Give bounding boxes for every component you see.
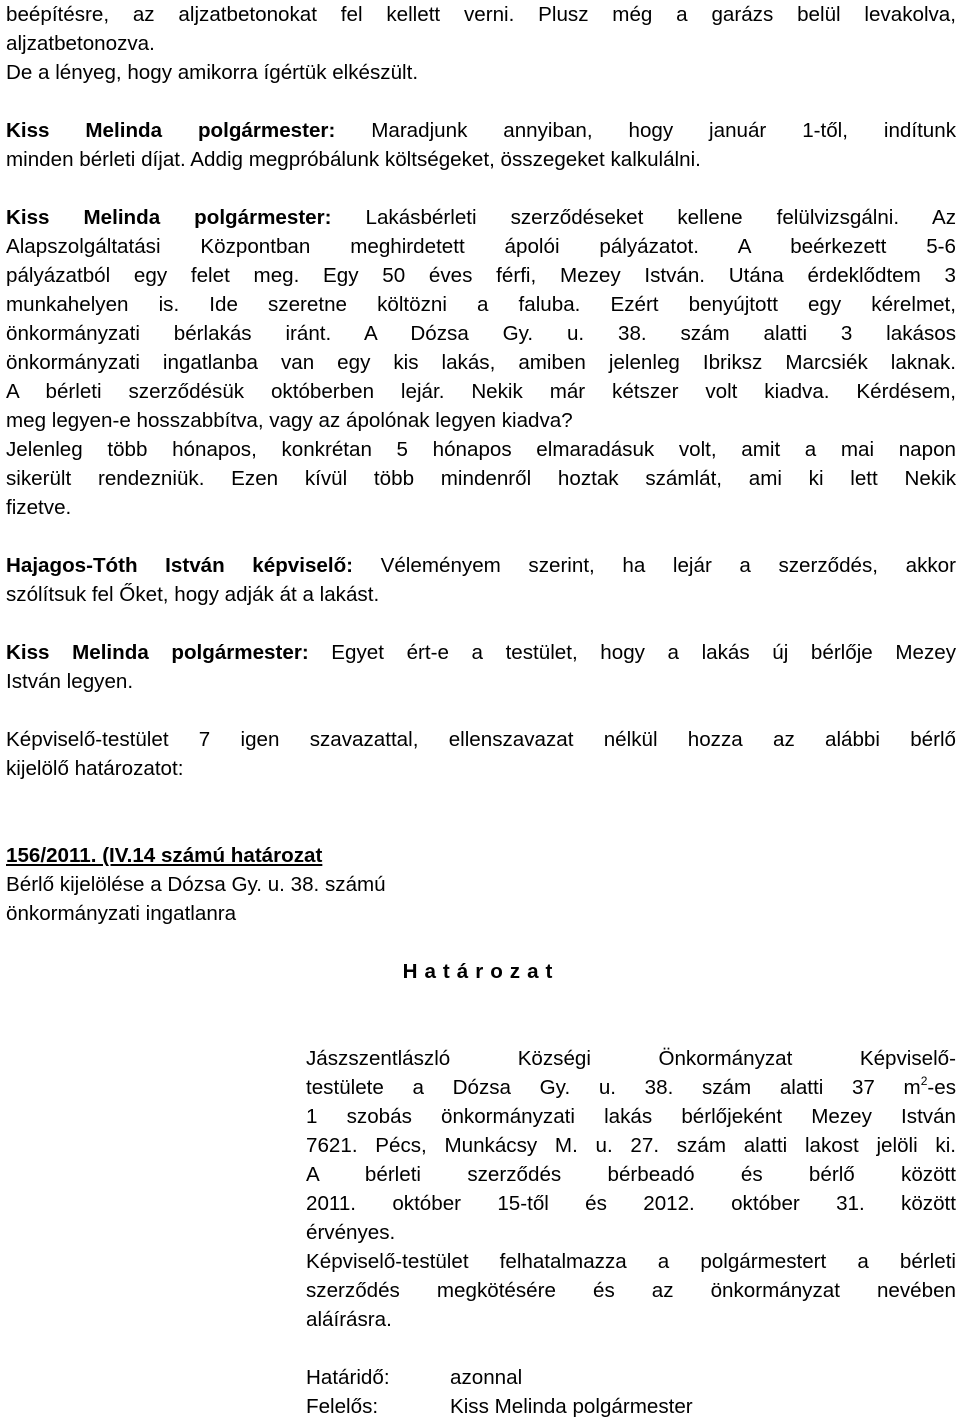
text-line: pályázatból egy felet meg. Egy 50 éves férfi, Mezey István. Utána érdeklődtem 3	[6, 264, 956, 287]
text-line: Alapszolgáltatási Központban meghirdetett ápolói pályázatot. A beérkezett 5-6	[6, 235, 956, 258]
text-line: Képviselő-testület felhatalmazza a polgármestert a bérleti	[306, 1250, 956, 1273]
resolution-heading: Határozat	[402, 960, 560, 983]
document-page	[6, 0, 956, 1421]
text-line: Kiss Melinda polgármester: Maradjunk annyiban, hogy január 1-től, indítunk	[6, 119, 957, 142]
text-line: sikerült rendezniük. Ezen kívül több mindenről hoztak számlát, ami ki lett Nekik	[6, 467, 956, 490]
text-line: István legyen.	[6, 670, 134, 693]
text-line: kijelölő határozatot:	[6, 757, 184, 780]
paragraph-mayor-rent	[6, 116, 956, 174]
text-line: testülete a Dózsa Gy. u. 38. szám alatti 37 $m^2-es$	[306, 1074, 956, 1099]
text-line: aláírásra.	[306, 1308, 392, 1331]
text-line: Jászszentlászló Községi Önkormányzat Képviselő-	[306, 1047, 956, 1070]
paragraph-mayor-question	[6, 638, 956, 696]
text-line: Kiss Melinda polgármester: Egyet ért-e a testület, hogy a lakás új bérlője Mezey	[6, 641, 957, 664]
paragraph-representative-opinion	[6, 551, 956, 609]
text-line: szólítsuk fel Őket, hogy adják át a lakást.	[6, 583, 380, 606]
text-line: 1 szobás önkormányzati lakás bérlőjeként Mezey István	[306, 1105, 956, 1128]
text-line: Képviselő-testület 7 igen szavazattal, ellenszavazat nélkül hozza az alábbi bérlő	[6, 728, 956, 751]
text-line: beépítésre, az aljzatbetonokat fel kellett verni. Plusz még a garázs belül levakolva,	[6, 3, 956, 26]
decision-subject: önkormányzati ingatlanra	[6, 902, 237, 925]
decision-block	[6, 841, 956, 928]
speaker-name: Kiss Melinda polgármester:	[6, 206, 332, 229]
text-line: önkormányzati ingatlanba van egy kis lakás, amiben jelenleg Ibriksz Marcsiék laknak.	[6, 351, 956, 374]
speaker-name: Kiss Melinda polgármester:	[6, 641, 309, 664]
deadline-row	[306, 1363, 956, 1392]
text-line: Hajagos-Tóth István képviselő: Véleményem szerint, ha lejár a szerződés, akkor	[6, 554, 956, 577]
decision-number: 156/2011. (IV.14 számú határozat	[6, 844, 323, 867]
speaker-name: Kiss Melinda polgármester:	[6, 119, 336, 142]
text-line: aljzatbetonozva.	[6, 32, 155, 55]
text-line: önkormányzati bérlakás iránt. A Dózsa Gy. u. 38. szám alatti 3 lakásos	[6, 322, 956, 345]
text-line: szerződés megkötésére és az önkormányzat nevében	[306, 1279, 956, 1302]
text-line: fizetve.	[6, 496, 72, 519]
text-line: Kiss Melinda polgármester: Lakásbérleti szerződéseket kellene felülvizsgálni. Az	[6, 206, 957, 229]
paragraph-construction	[6, 0, 956, 87]
text-line: A bérleti szerződésük októberben lejár. Nekik már kétszer volt kiadva. Kérdésem,	[6, 380, 956, 403]
text-line: munkahelyen is. Ide szeretne költözni a faluba. Ezért benyújtott egy kérelmet,	[6, 293, 956, 316]
deadline-label: Határidő:	[306, 1366, 390, 1389]
resolution-text	[306, 1044, 956, 1421]
speaker-name: Hajagos-Tóth István képviselő:	[6, 554, 354, 577]
deadline-value: azonnal	[450, 1366, 523, 1389]
decision-subject: Bérlő kijelölése a Dózsa Gy. u. 38. számú	[6, 873, 386, 896]
text-line: minden bérleti díjat. Addig megpróbálunk költségeket, összegeket kalkulálni.	[6, 148, 701, 171]
text-line: érvényes.	[306, 1221, 396, 1244]
text-line: 2011. október 15-től és 2012. október 31. között	[306, 1192, 956, 1215]
text-line: A bérleti szerződés bérbeadó és bérlő között	[306, 1163, 956, 1186]
text-line: 7621. Pécs, Munkácsy M. u. 27. szám alatti lakost jelöli ki.	[306, 1134, 956, 1157]
paragraph-vote	[6, 725, 956, 783]
text-line: Jelenleg több hónapos, konkrétan 5 hónapos elmaradásuk volt, amit a mai napon	[6, 438, 956, 461]
responsible-label: Felelős:	[306, 1395, 379, 1418]
text-line: De a lényeg, hogy amikorra ígértük elkészült.	[6, 61, 419, 84]
responsible-row	[306, 1392, 956, 1421]
responsible-value: Kiss Melinda polgármester	[450, 1395, 693, 1418]
text-line: meg legyen-e hosszabbítva, vagy az ápolónak legyen kiadva?	[6, 409, 573, 432]
paragraph-mayor-lease-review	[6, 203, 956, 522]
